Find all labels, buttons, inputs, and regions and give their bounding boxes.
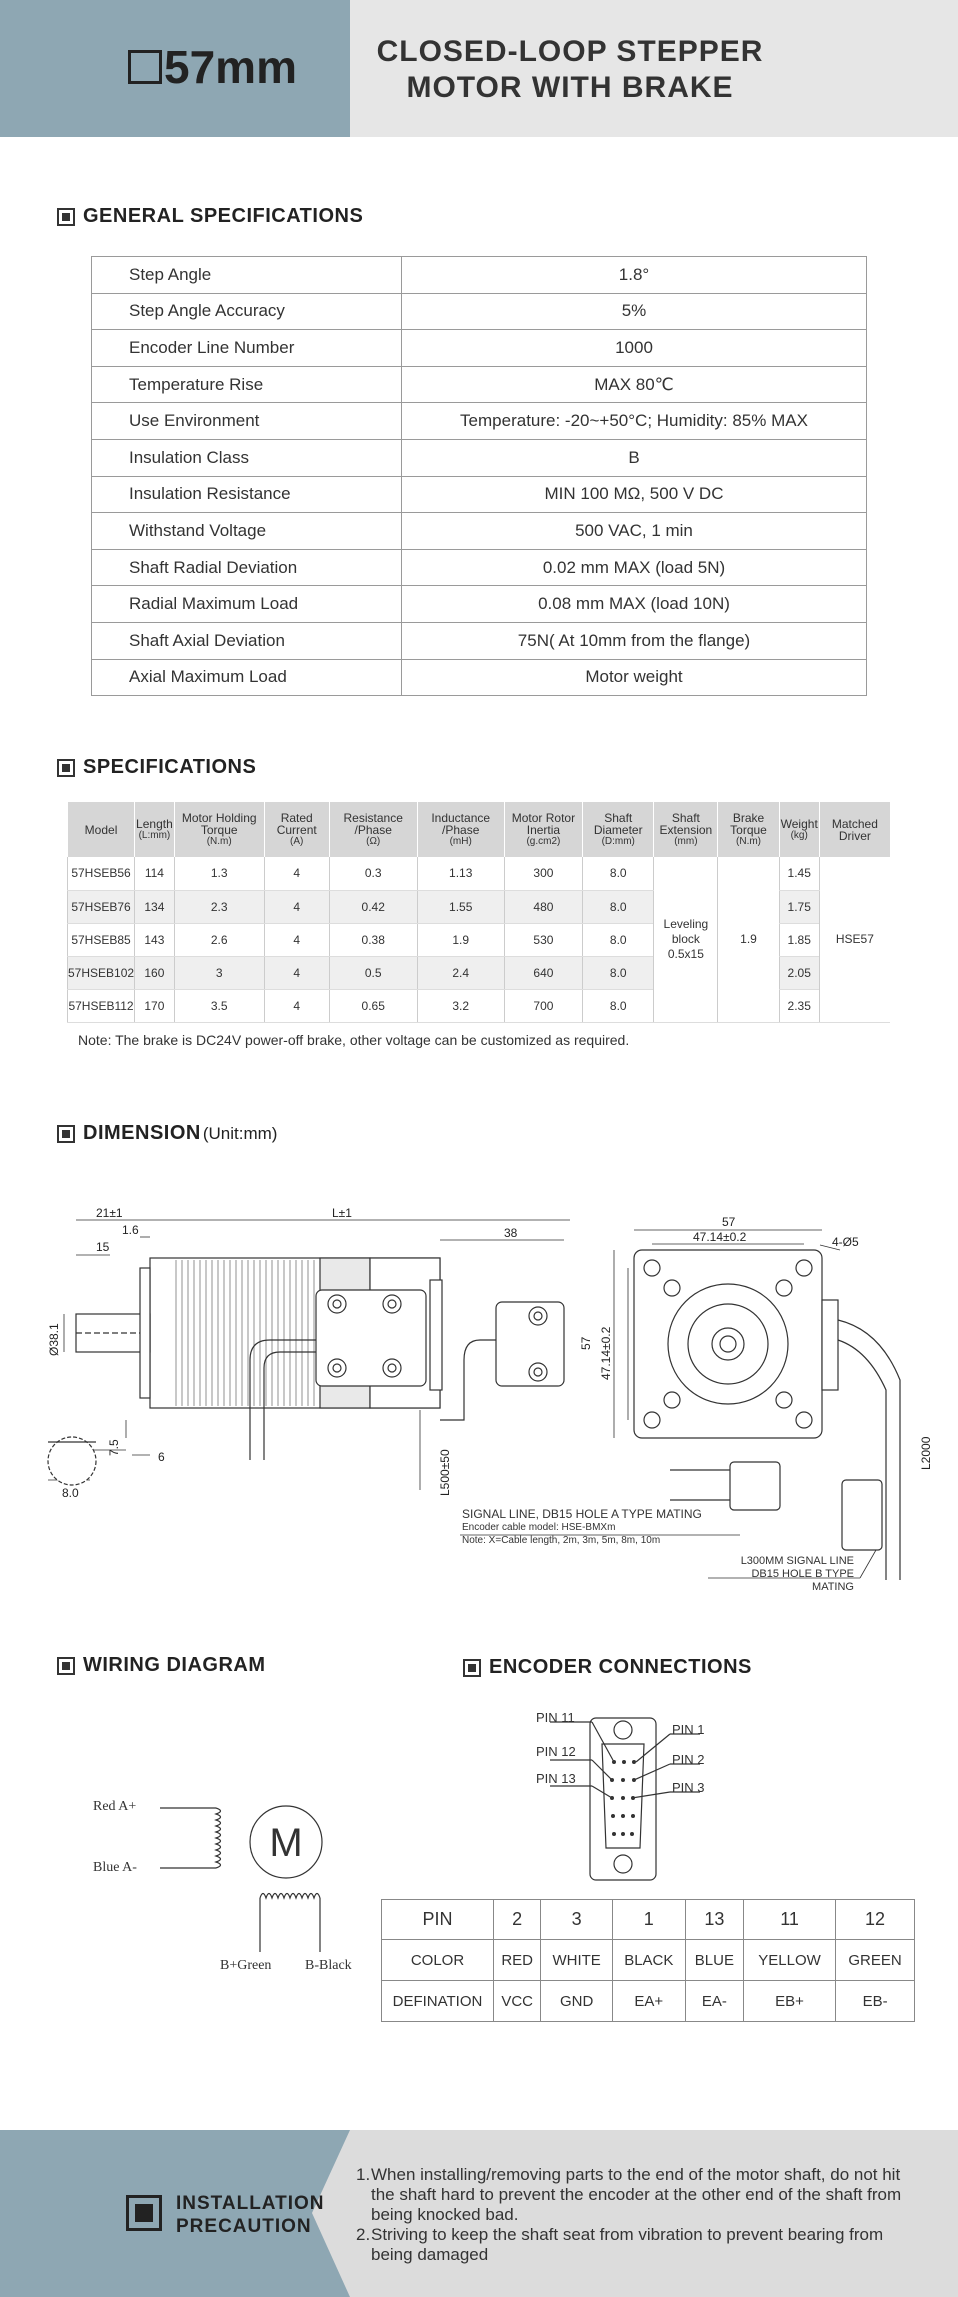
spec-col-header (417, 802, 504, 857)
dimension-heading (57, 1122, 277, 1145)
table-cell: 0.3 (329, 857, 417, 890)
table-cell: 8.0 (583, 857, 654, 890)
encoder-cell: 2 (494, 1900, 541, 1940)
table-cell: 114 (135, 857, 175, 890)
col-header-title: Motor Rotor Inertia (511, 810, 576, 837)
general-spec-row (92, 476, 867, 513)
table-cell: 3.2 (417, 990, 504, 1023)
spec-col-header (779, 802, 819, 857)
general-spec-row (92, 330, 867, 367)
spec-value: 1000 (402, 330, 867, 367)
spec-heading-text: SPECIFICATIONS (83, 756, 257, 778)
page-header (0, 0, 958, 137)
spec-col-header (583, 802, 654, 857)
table-cell: 2.4 (417, 957, 504, 990)
pin-11-label: PIN 11 (536, 1710, 575, 1725)
encoder-cell: BLUE (685, 1940, 743, 1981)
wire-red-label: Red A+ (93, 1799, 137, 1814)
shaft-extension-cell: Leveling block 0.5x15 (654, 857, 718, 1023)
table-cell: 0.5 (329, 957, 417, 990)
table-cell: 8.0 (583, 990, 654, 1023)
square-icon (128, 50, 162, 84)
table-cell: 160 (135, 957, 175, 990)
table-cell: 530 (504, 923, 582, 956)
table-cell: 143 (135, 923, 175, 956)
col-header-unit: (mm) (674, 835, 698, 847)
title-line-1: CLOSED-LOOP STEPPER (376, 35, 764, 68)
spec-key: Radial Maximum Load (92, 586, 402, 623)
precaution-item (356, 2225, 916, 2265)
spec-value: 0.02 mm MAX (load 5N) (402, 549, 867, 586)
table-cell: 4 (264, 857, 329, 890)
spec-value: 75N( At 10mm from the flange) (402, 622, 867, 659)
footer-title-line-2: PRECAUTION (176, 2216, 312, 2237)
l300-text: L300MM SIGNAL LINE (740, 1555, 854, 1567)
col-header-unit: (mH) (449, 835, 472, 847)
dim-38: 38 (504, 1226, 518, 1240)
installation-footer (0, 2130, 958, 2297)
spec-col-header (718, 802, 779, 857)
encoder-cell: VCC (494, 1981, 541, 2022)
encoder-cell: EA+ (612, 1981, 685, 2022)
col-header-unit: (Ω) (366, 835, 381, 847)
dim-57-side: 57 (579, 1336, 593, 1350)
table-cell: 4 (264, 990, 329, 1023)
dim-21: 21±1 (96, 1206, 123, 1220)
table-cell: 3 (174, 957, 264, 990)
encoder-model-text: Encoder cable model: HSE-BMXm (462, 1522, 616, 1533)
pin-1-label: PIN 1 (672, 1722, 705, 1737)
table-cell: 8.0 (583, 923, 654, 956)
encoder-cell: 12 (836, 1900, 915, 1940)
wiring-heading (57, 1654, 266, 1677)
col-header-unit: (g.cm2) (526, 835, 561, 847)
dim-2000: L2000 (919, 1436, 933, 1470)
spec-key: Withstand Voltage (92, 513, 402, 550)
col-header-title: Shaft Extension (659, 810, 713, 837)
general-spec-row (92, 439, 867, 476)
encoder-cell: RED (494, 1940, 541, 1981)
encoder-table (381, 1899, 915, 2022)
col-header-title: Weight (780, 816, 818, 831)
general-spec-heading-text: GENERAL SPECIFICATIONS (83, 205, 364, 227)
section-bullet-icon (463, 1659, 481, 1677)
encoder-heading (463, 1656, 752, 1679)
spec-key: Encoder Line Number (92, 330, 402, 367)
dim-l: L±1 (332, 1206, 352, 1220)
dim-1-6: 1.6 (122, 1223, 139, 1237)
driver-cell: HSE57 (819, 857, 890, 1023)
encoder-row-label: COLOR (382, 1940, 494, 1981)
db15-connector-b (842, 1480, 882, 1550)
encoder-cell: 1 (612, 1900, 685, 1940)
spec-key: Step Angle (92, 257, 402, 294)
spec-value: B (402, 439, 867, 476)
spec-col-header (654, 802, 718, 857)
weight-cell: 1.75 (779, 890, 819, 923)
general-spec-row (92, 366, 867, 403)
col-header-unit: (N.m) (736, 835, 762, 847)
dim-6: 6 (158, 1450, 165, 1464)
encoder-cell: 11 (744, 1900, 836, 1940)
table-cell: 1.9 (417, 923, 504, 956)
dimension-unit: (Unit:mm) (202, 1123, 278, 1143)
table-cell: 300 (504, 857, 582, 890)
table-cell: 57HSEB112 (68, 990, 135, 1023)
spec-col-header (135, 802, 175, 857)
spec-key: Axial Maximum Load (92, 659, 402, 696)
spec-key: Shaft Axial Deviation (92, 622, 402, 659)
precaution-text: Striving to keep the shaft seat from vibration to prevent bearing from being damaged (371, 2225, 884, 2264)
encoder-cell: 13 (685, 1900, 743, 1940)
spec-col-header (504, 802, 582, 857)
spec-value: MIN 100 MΩ, 500 V DC (402, 476, 867, 513)
table-cell: 0.38 (329, 923, 417, 956)
table-cell: 0.65 (329, 990, 417, 1023)
db15b-text: DB15 HOLE B TYPE MATING (751, 1568, 854, 1593)
col-header-title: Inductance /Phase (431, 810, 491, 837)
spec-table (67, 802, 890, 1023)
precaution-number: 1. (356, 2165, 371, 2184)
dimension-heading-text: DIMENSION (83, 1122, 201, 1144)
spec-value: 0.08 mm MAX (load 10N) (402, 586, 867, 623)
table-cell: 4 (264, 890, 329, 923)
section-bullet-icon (126, 2195, 162, 2231)
spec-key: Insulation Resistance (92, 476, 402, 513)
encoder-row-label: PIN (382, 1900, 494, 1940)
encoder-cell: EB- (836, 1981, 915, 2022)
spec-col-header (174, 802, 264, 857)
encoder-row (382, 1981, 915, 2022)
col-header-title: Length (136, 816, 173, 831)
table-cell: 4 (264, 957, 329, 990)
db15-connector-a (730, 1462, 780, 1510)
spec-key: Shaft Radial Deviation (92, 549, 402, 586)
table-cell: 480 (504, 890, 582, 923)
col-header-unit: (A) (290, 835, 304, 847)
table-cell: 1.3 (174, 857, 264, 890)
dim-57-top: 57 (722, 1215, 736, 1229)
col-header-title: Matched Driver (831, 816, 878, 843)
spec-heading (57, 756, 256, 779)
col-header-title: Resistance /Phase (343, 810, 403, 837)
footer-title-line-1: INSTALLATION (176, 2193, 325, 2214)
signal-line-text: SIGNAL LINE, DB15 HOLE A TYPE MATING (462, 1507, 702, 1521)
spec-value: MAX 80℃ (402, 366, 867, 403)
dim-8: 8.0 (62, 1486, 79, 1500)
encoder-cell: GND (541, 1981, 613, 2022)
col-header-title: Model (84, 822, 118, 837)
table-cell: 170 (135, 990, 175, 1023)
table-cell: 4 (264, 923, 329, 956)
pin-2-label: PIN 2 (672, 1752, 705, 1767)
table-cell: 57HSEB85 (68, 923, 135, 956)
brake-note: Note: The brake is DC24V power-off brake, other voltage can be customized as required. (78, 1032, 630, 1048)
general-spec-heading (57, 205, 363, 228)
col-header-title: Motor Holding Torque (181, 810, 257, 837)
motor-symbol: M (269, 1821, 303, 1865)
col-header-unit: (L:mm) (138, 829, 171, 841)
spec-value: Motor weight (402, 659, 867, 696)
weight-cell: 1.45 (779, 857, 819, 890)
pin-12-label: PIN 12 (536, 1744, 576, 1759)
table-row (68, 857, 891, 890)
general-spec-row (92, 257, 867, 294)
general-spec-row (92, 622, 867, 659)
end-view-outline (634, 1250, 822, 1438)
col-header-title: Rated Current (276, 810, 317, 837)
signal-line-note (462, 1508, 702, 1547)
wire-black-label: B-Black (305, 1958, 352, 1973)
general-spec-row (92, 549, 867, 586)
connector-block-2 (496, 1302, 564, 1386)
spec-col-header (329, 802, 417, 857)
table-cell: 57HSEB102 (68, 957, 135, 990)
encoder-cell: YELLOW (744, 1940, 836, 1981)
pin-13-label: PIN 13 (536, 1771, 576, 1786)
dim-15: 15 (96, 1240, 110, 1254)
general-spec-row (92, 403, 867, 440)
dim-shaft: Ø38.1 (47, 1323, 61, 1356)
table-cell: 700 (504, 990, 582, 1023)
spec-col-header (68, 802, 135, 857)
precaution-number: 2. (356, 2225, 371, 2244)
wire-blue-label: Blue A- (93, 1860, 137, 1875)
encoder-row-label: DEFINATION (382, 1981, 494, 2022)
precaution-list (356, 2165, 916, 2265)
col-header-unit: (kg) (790, 829, 808, 841)
table-cell: 57HSEB56 (68, 857, 135, 890)
wiring-heading-text: WIRING DIAGRAM (83, 1654, 266, 1676)
spec-key: Insulation Class (92, 439, 402, 476)
spec-value: Temperature: -20~+50°C; Humidity: 85% MAX (402, 403, 867, 440)
encoder-cell: BLACK (612, 1940, 685, 1981)
encoder-cell: EB+ (744, 1981, 836, 2022)
wire-green-label: B+Green (220, 1958, 272, 1973)
general-spec-row (92, 293, 867, 330)
encoder-cell: GREEN (836, 1940, 915, 1981)
section-bullet-icon (57, 1125, 75, 1143)
encoder-row (382, 1940, 915, 1981)
table-cell: 0.42 (329, 890, 417, 923)
precaution-item (356, 2165, 916, 2225)
spec-value: 500 VAC, 1 min (402, 513, 867, 550)
spec-value: 5% (402, 293, 867, 330)
general-spec-row (92, 659, 867, 696)
table-cell: 1.55 (417, 890, 504, 923)
dim-7-5: 7.5 (107, 1439, 121, 1456)
table-cell: 640 (504, 957, 582, 990)
weight-cell: 1.85 (779, 923, 819, 956)
spec-key: Step Angle Accuracy (92, 293, 402, 330)
l300-note (708, 1555, 854, 1594)
dim-47-side: 47.14±0.2 (599, 1326, 613, 1380)
general-spec-row (92, 513, 867, 550)
motor-size (128, 40, 297, 94)
cable-note-text: Note: X=Cable length, 2m, 3m, 5m, 8m, 10m (462, 1535, 661, 1546)
table-cell: 134 (135, 890, 175, 923)
spec-key: Temperature Rise (92, 366, 402, 403)
spec-key: Use Environment (92, 403, 402, 440)
weight-cell: 2.35 (779, 990, 819, 1023)
pin-3-label: PIN 3 (672, 1780, 705, 1795)
col-header-title: Brake Torque (730, 810, 767, 837)
motor-size-text: 57mm (164, 41, 297, 93)
section-bullet-icon (57, 208, 75, 226)
brake-torque-cell: 1.9 (718, 857, 779, 1023)
spec-value: 1.8° (402, 257, 867, 294)
dim-holes: 4-Ø5 (832, 1235, 859, 1249)
encoder-heading-text: ENCODER CONNECTIONS (489, 1656, 752, 1678)
encoder-cell: WHITE (541, 1940, 613, 1981)
table-cell: 3.5 (174, 990, 264, 1023)
table-cell: 57HSEB76 (68, 890, 135, 923)
encoder-row (382, 1900, 915, 1940)
general-spec-table (91, 256, 867, 696)
table-cell: 8.0 (583, 957, 654, 990)
page-title (350, 34, 790, 106)
dim-47-top: 47.14±0.2 (693, 1230, 747, 1244)
table-cell: 2.6 (174, 923, 264, 956)
col-header-title: Shaft Diameter (593, 810, 643, 837)
general-spec-row (92, 586, 867, 623)
table-cell: 2.3 (174, 890, 264, 923)
footer-title (176, 2192, 325, 2238)
col-header-unit: (D:mm) (601, 835, 635, 847)
precaution-text: When installing/removing parts to the end of the motor shaft, do not hit the shaft hard to prevent the encoder at the other end of the shaft from being knocked bad. (371, 2165, 902, 2224)
encoder-cell: EA- (685, 1981, 743, 2022)
spec-col-header (264, 802, 329, 857)
weight-cell: 2.05 (779, 957, 819, 990)
section-bullet-icon (57, 759, 75, 777)
dim-500: L500±50 (438, 1449, 452, 1496)
col-header-unit: (N.m) (206, 835, 232, 847)
table-cell: 1.13 (417, 857, 504, 890)
encoder-cell: 3 (541, 1900, 613, 1940)
spec-col-header (819, 802, 890, 857)
table-cell: 8.0 (583, 890, 654, 923)
title-line-2: MOTOR WITH BRAKE (406, 71, 734, 104)
section-bullet-icon (57, 1657, 75, 1675)
